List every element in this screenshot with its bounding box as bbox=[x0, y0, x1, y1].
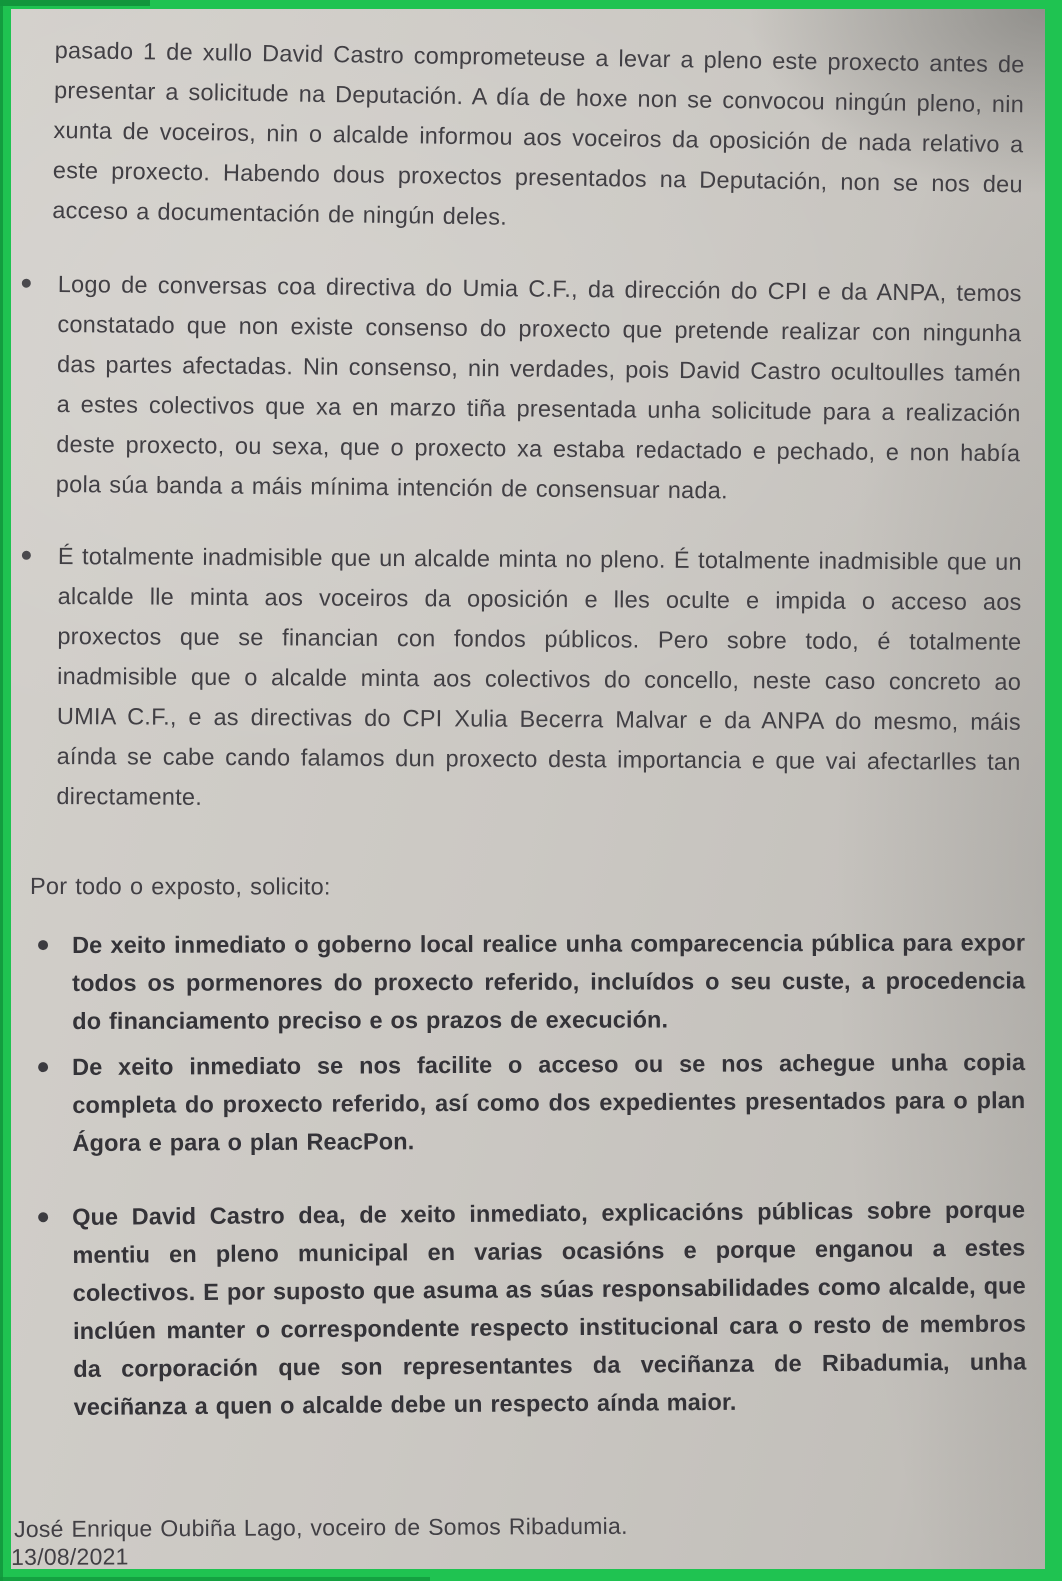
list-item bbox=[72, 924, 1025, 1040]
bullet-text: Logo de conversas coa directiva do Umia C.F., da dirección do CPI e da ANPA, temos constatado que non existe consenso do proxecto que pretende realizar con ningunha das partes afectadas. Nin consenso, nin verdades, pois David Castro ocultoulles tamén a estes colectivos que xa en marzo tiña presentada unha solicitude para a realización deste proxecto, ou sexa, que o proxecto xa estaba redactado e pechado, e non había pola súa banda a máis mínima intención de consensuar nada. bbox=[55, 270, 1022, 504]
intro-paragraph: pasado 1 de xullo David Castro comprometeuse a levar a pleno este proxecto antes de presentar a solicitude na Deputación. A día de hoxe non se convocou ningún pleno, nin xunta de voceiros, nin o alcalde informou aos voceiros da oposición de nada relativo a este proxecto. Habendo dous proxectos presentados na Deputación, non se nos deu acceso a documentación de ningún deles. bbox=[52, 36, 1025, 230]
list-item bbox=[56, 536, 1022, 822]
bullet-text: Que David Castro dea, de xeito inmediato, explicacións públicas sobre porque mentiu en pleno municipal en varias ocasións e porque enganou a estes colectivos. E por suposto que asuma as súas responsabilidades como alcalde, que inclúen manter o correspondente respecto institucional cara o resto de membros da corporación que son representantes da veciñanza de Ribadumia, unha veciñanza a quen o alcalde debe un respecto aínda maior. bbox=[72, 1196, 1027, 1420]
bullet-icon bbox=[38, 1212, 48, 1222]
list-item bbox=[56, 264, 1022, 513]
request-heading-text: Por todo o exposto, solicito: bbox=[29, 873, 331, 900]
request-heading bbox=[30, 866, 730, 907]
bullet-icon bbox=[22, 551, 31, 560]
bullet-icon bbox=[22, 279, 31, 288]
bullet-icon bbox=[38, 1062, 48, 1072]
frame-left-dark-accent bbox=[0, 0, 3, 1581]
bullet-icon bbox=[38, 940, 48, 950]
frame-bottom-dark-accent bbox=[0, 1577, 430, 1581]
date-text: 13/08/2021 bbox=[11, 1543, 129, 1570]
bullet-text: De xeito inmediato se nos facilite o acceso ou se nos achegue unha copia completa do proxecto referido, así como dos expedientes presentados para o plan Ágora e para o plan ReacPon. bbox=[72, 1049, 1026, 1156]
bullet-text: É totalmente inadmisible que un alcalde minta no pleno. É totalmente inadmisible que un alcalde lle minta aos voceiros da oposición e lles oculte e impida o acceso aos proxectos que se financian con fondos públicos. Pero sobre todo, é totalmente inadmisible que o alcalde minta aos colectivos do concello, neste caso concreto ao UMIA C.F., e as directivas do CPI Xulia Becerra Malvar e da ANPA do mesmo, máis aínda se cabe cando falamos dun proxecto desta importancia e que vai afectarlles tan directamente. bbox=[56, 542, 1022, 810]
signature-line bbox=[14, 1511, 814, 1544]
list-item bbox=[72, 1043, 1026, 1162]
bullet-text: De xeito inmediato o goberno local realice unha comparecencia pública para expor todos os pormenores do proxecto referido, incluídos o seu custe, a procedencia do financiamento preciso e os prazos de execución. bbox=[72, 929, 1026, 1034]
date-line bbox=[11, 1541, 311, 1572]
signature-text: José Enrique Oubiña Lago, voceiro de Somos Ribadumia. bbox=[14, 1512, 628, 1542]
document-content bbox=[11, 9, 1045, 1569]
document-page bbox=[11, 9, 1045, 1569]
frame-top-dark-accent bbox=[0, 0, 150, 6]
list-item bbox=[72, 1191, 1027, 1426]
